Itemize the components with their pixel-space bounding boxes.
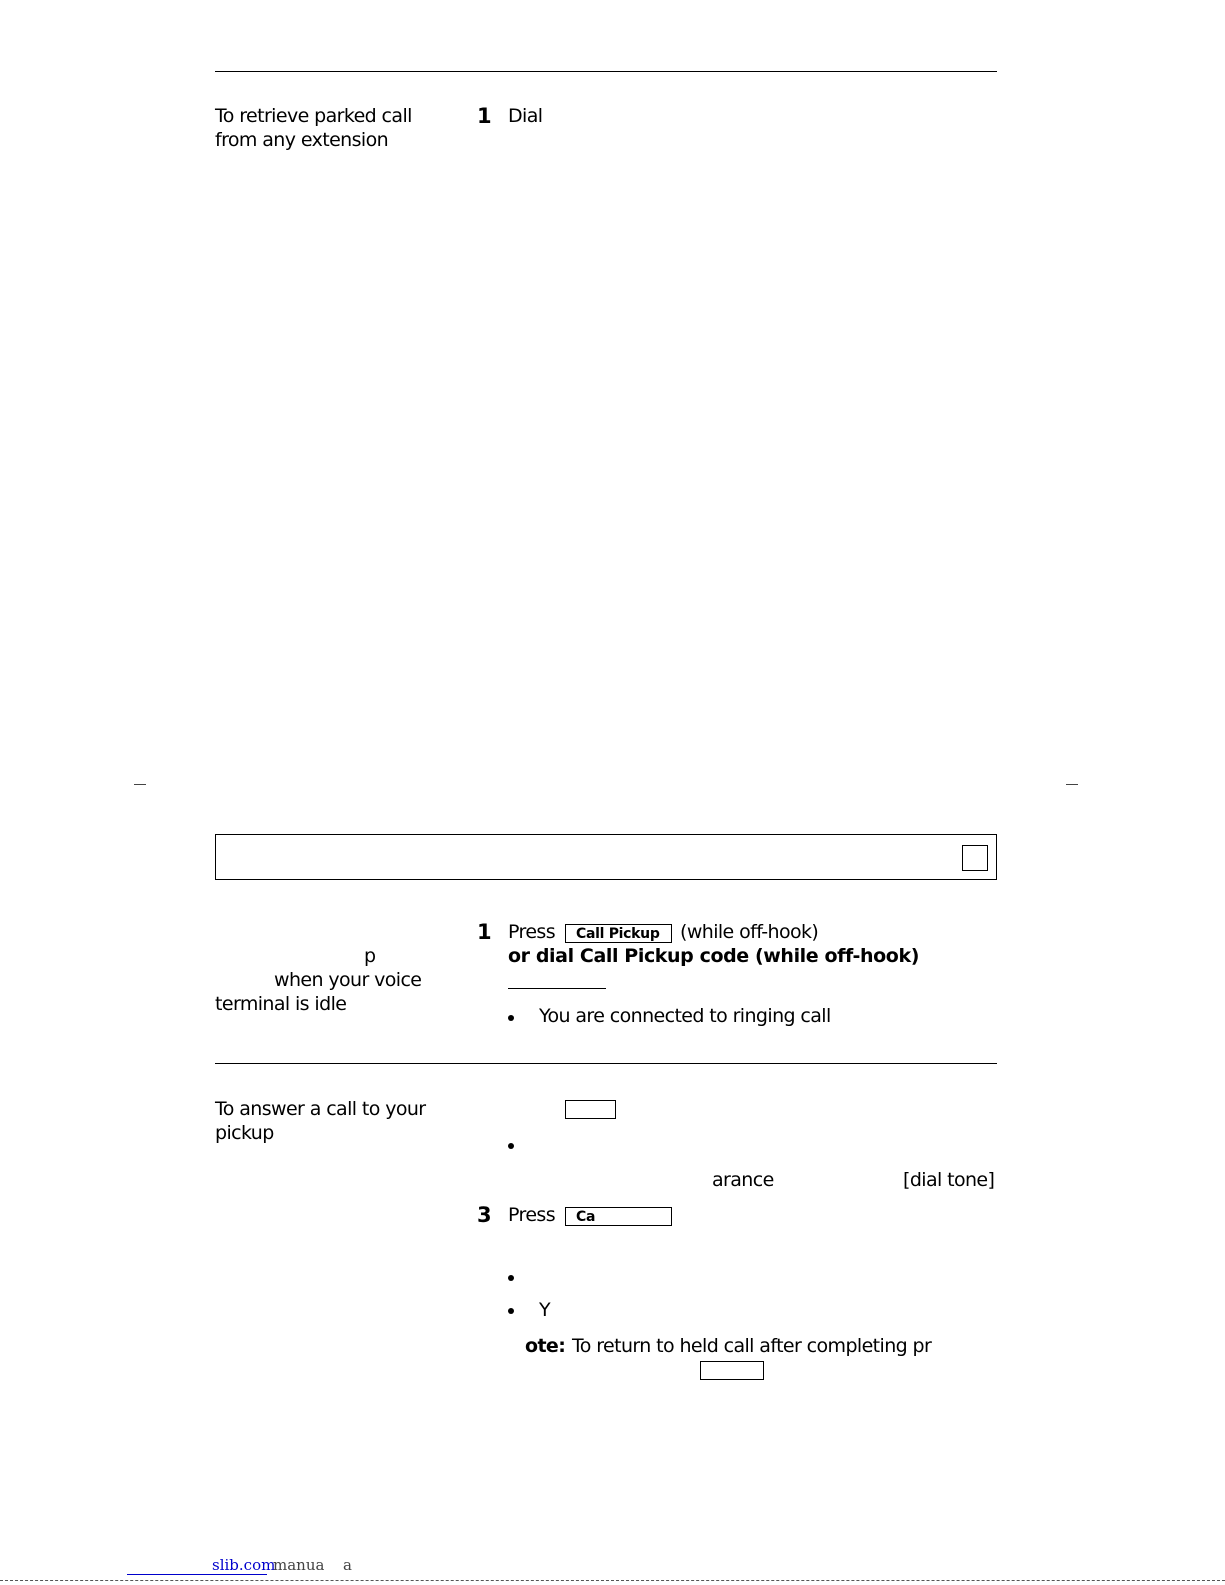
off-hook-note: (while off-hook) [680,921,819,943]
bullet [508,1143,514,1149]
margin-tick-left [134,784,146,785]
section-divider [215,1063,997,1064]
blank-key-button[interactable] [565,1100,616,1119]
page-bottom-dashed-line [0,1580,1225,1581]
answer-call-heading-line2: pickup [215,1122,274,1144]
step-number: 3 [477,1203,492,1227]
press-label: Press [508,1204,556,1226]
call-pickup-button[interactable]: Call Pickup [565,924,672,943]
dial-tone-note: [dial tone] [903,1169,995,1191]
footer-text-manual: manua [273,1556,325,1574]
call-pickup-button[interactable]: Ca [565,1207,672,1226]
appearance-fragment: arance [712,1169,774,1191]
retrieve-parked-call-heading-line1: To retrieve parked call [215,105,412,127]
or-dial-instruction: or dial Call Pickup code (while off-hook) [508,945,919,967]
step-number: 1 [477,920,492,944]
press-label: Press [508,921,556,943]
header-tab-box [962,845,988,871]
bullet-fragment: Y [539,1299,551,1321]
top-divider [215,71,997,72]
bullet [508,1015,514,1021]
bullet [508,1308,514,1314]
pickup-heading-line2: when your voice [274,969,422,991]
retrieve-parked-call-heading-line2: from any extension [215,129,389,151]
connected-note: You are connected to ringing call [539,1005,831,1027]
footer-link[interactable]: slib.com [212,1556,276,1574]
pickup-heading-line3: terminal is idle [215,993,347,1015]
section-header-box [215,834,997,880]
step-text: Dial [508,105,543,127]
note-label: ote: [525,1335,566,1357]
hold-key-button[interactable] [700,1361,764,1380]
margin-tick-right [1066,784,1078,785]
footer-underline [127,1574,267,1575]
footer-text-a: a [343,1556,352,1574]
note-text: To return to held call after completing pr [572,1335,932,1357]
bullet [508,1275,514,1281]
code-blank-line [508,988,606,989]
answer-call-heading-line1: To answer a call to your [215,1098,426,1120]
pickup-heading-fragment: p [364,945,376,967]
step-number: 1 [477,104,492,128]
